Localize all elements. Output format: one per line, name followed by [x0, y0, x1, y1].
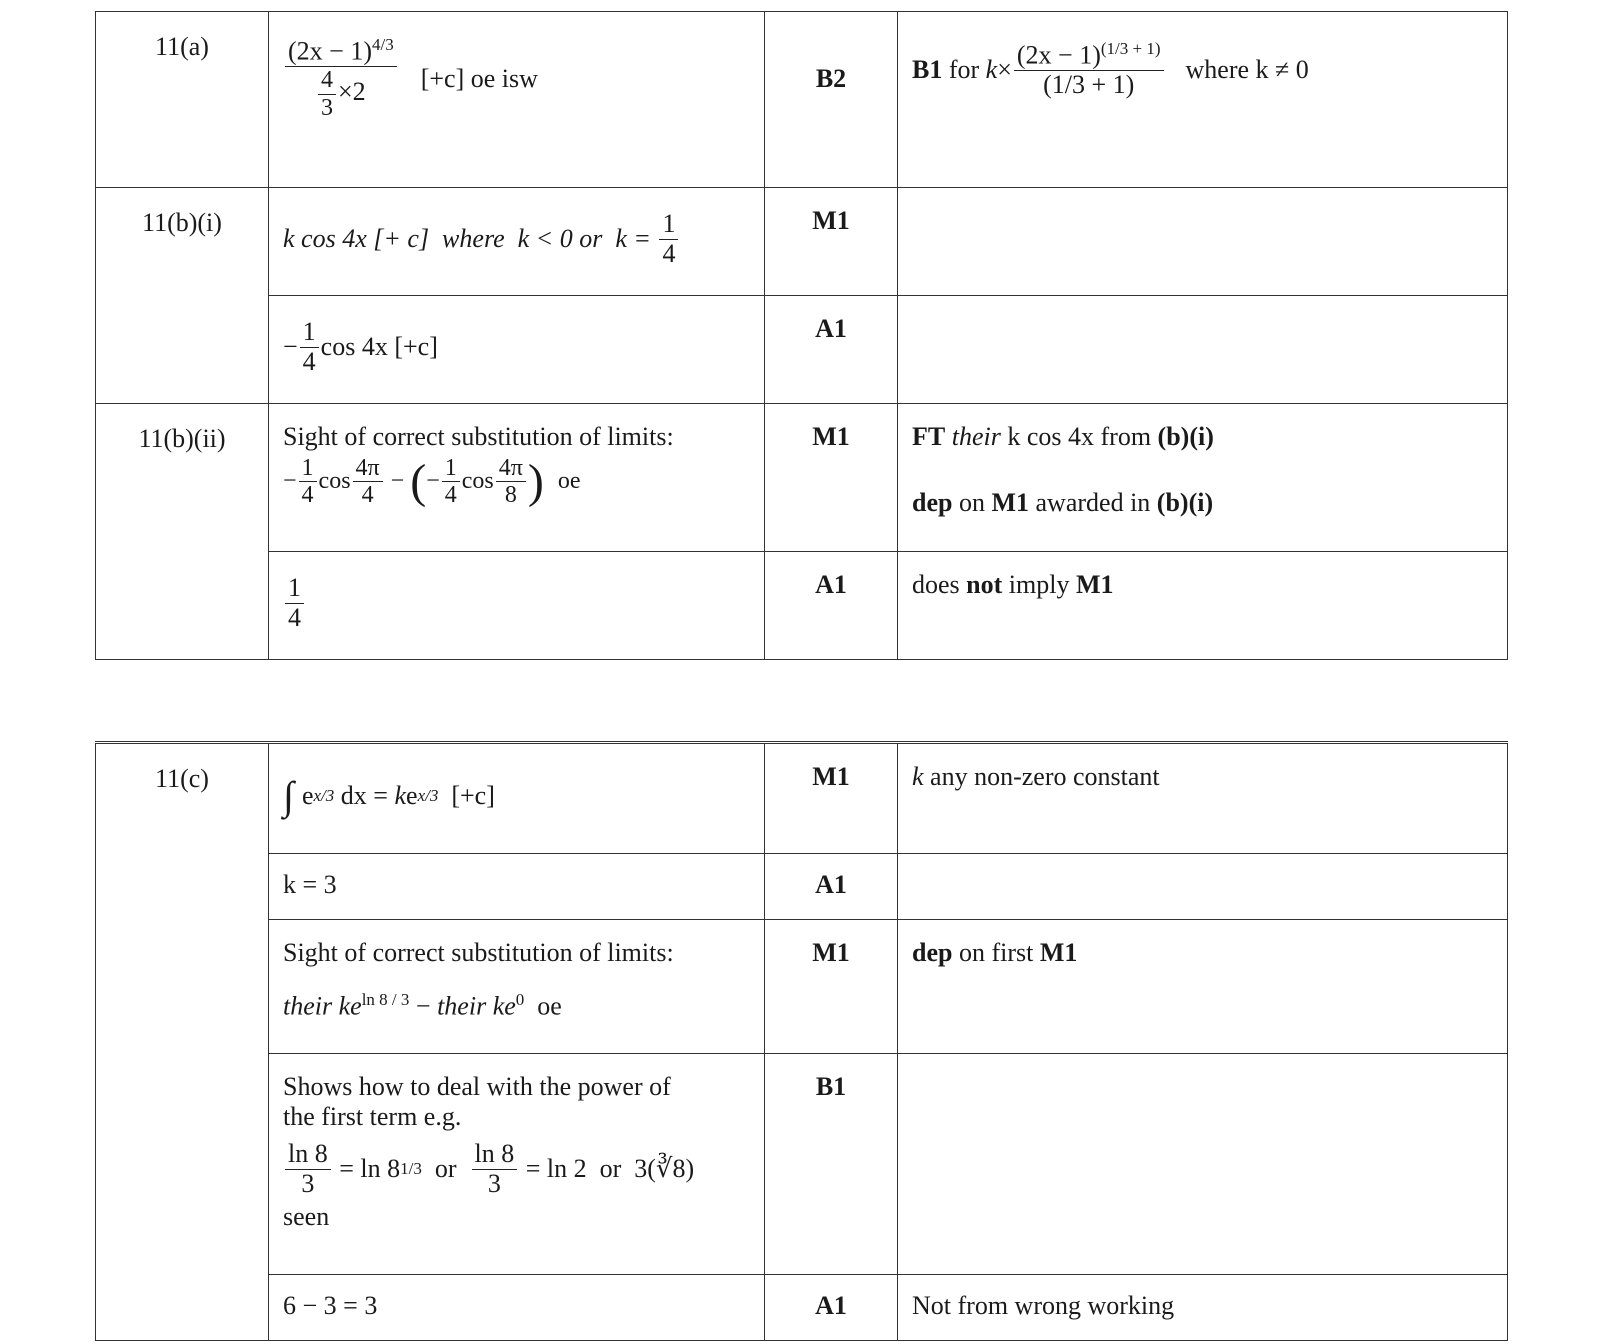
mark-scheme-table-1: [95, 11, 1508, 660]
guidance-ft: FT: [912, 422, 946, 451]
guidance-tail: where k ≠ 0: [1185, 54, 1309, 84]
minus: −: [390, 468, 405, 494]
oe-text: oe: [524, 991, 562, 1021]
answer-cell: [269, 552, 765, 660]
answer-line-2: [283, 454, 750, 509]
minus: −: [409, 991, 438, 1021]
guidance-cell: [898, 404, 1508, 552]
exponent: 0: [515, 990, 525, 1009]
mark-code: B2: [765, 12, 898, 188]
answer-cell: [269, 296, 765, 404]
fraction-denominator: 4: [361, 482, 374, 508]
mark-code: M1: [765, 404, 898, 552]
guidance-numerator-exponent: (1/3 + 1): [1100, 39, 1161, 58]
or-text: or: [421, 1154, 470, 1184]
answer-fraction: [659, 210, 678, 268]
answer-line-4: seen: [283, 1202, 330, 1232]
fraction-denominator: 4: [301, 482, 314, 508]
guidance-their: their: [951, 422, 1001, 451]
question-number: 11(a): [96, 12, 269, 188]
guidance-numerator: (2x − 1): [1016, 40, 1101, 70]
e-symbol: e: [406, 780, 418, 810]
oe-text: oe: [557, 468, 581, 494]
guidance-fraction: [1014, 40, 1164, 100]
denominator-frac-den: 3: [321, 94, 334, 121]
question-number: 11(c): [96, 743, 269, 1341]
fraction-numerator: 1: [659, 210, 678, 240]
table-row-11c-a2: [96, 1275, 1508, 1341]
answer-line-3: [283, 1140, 750, 1198]
equation-text: = ln 2 or 3(∛8): [519, 1154, 695, 1184]
fraction-numerator: 4π: [353, 455, 383, 482]
guidance-text: awarded in: [1029, 488, 1157, 517]
cos-text: cos: [461, 468, 494, 494]
guidance-cell: Not from wrong working: [898, 1275, 1508, 1341]
guidance-line-2: [912, 488, 1493, 518]
exponent: x/3: [417, 785, 439, 805]
equation-text: = ln 8: [332, 1154, 401, 1184]
table-row-11c-a1: [96, 854, 1508, 920]
answer-fraction: [285, 36, 397, 121]
guidance-cell: [898, 854, 1508, 920]
fraction-numerator: ln 8: [472, 1140, 518, 1170]
guidance-cell: [898, 743, 1508, 854]
answer-cell: [269, 920, 765, 1054]
answer-cell: k = 3: [269, 854, 765, 920]
table-row-11a: [96, 12, 1508, 188]
answer-text: cos 4x [+c]: [320, 332, 438, 362]
ke-text: ke: [486, 991, 516, 1021]
guidance-ref: (b)(i): [1156, 488, 1214, 517]
guidance-text: does: [912, 570, 967, 599]
ke-text: ke: [332, 991, 362, 1021]
fraction-numerator: 1: [285, 574, 304, 604]
guidance-ref: (b)(i): [1157, 422, 1214, 451]
answer-cell: [269, 1054, 765, 1275]
answer-cell: [269, 743, 765, 854]
guidance-cell: [898, 188, 1508, 296]
answer-line-2: [283, 990, 750, 1022]
table-row-11bii-m1: [96, 404, 1508, 552]
answer-sign: −: [283, 332, 298, 362]
guidance-mark-ref: M1: [1039, 938, 1078, 967]
fraction-numerator: 4π: [496, 455, 526, 482]
guidance-cell: [898, 552, 1508, 660]
table-row-11bi-m1: [96, 188, 1508, 296]
mark-code: M1: [765, 920, 898, 1054]
guidance-text: on first: [952, 938, 1040, 967]
answer-fraction: [285, 574, 304, 632]
mark-scheme-table-2: [95, 741, 1508, 1341]
mark-code: A1: [765, 552, 898, 660]
guidance-text: for: [942, 54, 986, 84]
guidance-times: ×: [997, 54, 1012, 84]
fraction-numerator: ln 8: [285, 1140, 331, 1170]
question-number: 11(b)(ii): [96, 404, 269, 660]
guidance-dep: dep: [912, 938, 953, 967]
their-text: their: [437, 991, 487, 1021]
open-paren: (: [410, 455, 427, 508]
table-row-11bi-a1: [96, 296, 1508, 404]
question-number: 11(b)(i): [96, 188, 269, 404]
denominator-tail: ×2: [338, 77, 366, 107]
answer-text: k cos 4x [+ c] where k < 0 or k =: [283, 224, 658, 254]
e-symbol: e: [301, 780, 314, 810]
answer-fraction: [300, 318, 319, 376]
answer-cell: 6 − 3 = 3: [269, 1275, 765, 1341]
guidance-mark-ref: B1: [912, 54, 943, 84]
guidance-cell: [898, 1054, 1508, 1275]
cos-text: cos: [318, 468, 351, 494]
close-paren: ): [527, 455, 544, 508]
sign: −: [426, 468, 440, 494]
exponent: 1/3: [400, 1159, 422, 1179]
guidance-cell: [898, 296, 1508, 404]
answer-cell: [269, 12, 765, 188]
fraction-denominator: 3: [301, 1168, 315, 1198]
answer-cell: [269, 404, 765, 552]
guidance-text: k cos 4x from: [1000, 422, 1158, 451]
exponent: ln 8 / 3: [361, 990, 410, 1009]
table-row-11c-m2: [96, 920, 1508, 1054]
fraction-denominator: 3: [487, 1168, 501, 1198]
guidance-not: not: [966, 570, 1003, 599]
fraction-denominator: 4: [444, 482, 457, 508]
fraction-denominator: 4: [288, 602, 301, 632]
answer-cell: [269, 188, 765, 296]
fraction-denominator: 4: [662, 238, 676, 268]
guidance-line-1: [912, 422, 1493, 452]
guidance-mark-ref: M1: [991, 488, 1030, 517]
sign: −: [283, 468, 297, 494]
answer-k: k: [394, 780, 407, 810]
guidance-denominator: (1/3 + 1): [1043, 70, 1135, 100]
fraction-denominator: 4: [302, 346, 316, 376]
numerator-exponent: 4/3: [371, 35, 394, 54]
guidance-k: k: [912, 762, 924, 791]
answer-line-2: the first term e.g.: [283, 1102, 462, 1131]
integral-sign: ∫: [283, 773, 294, 818]
mark-code: M1: [765, 188, 898, 296]
fraction-numerator: (2x − 1): [288, 36, 372, 66]
answer-text: dx =: [334, 780, 395, 810]
table-row-11c-b1: [96, 1054, 1508, 1275]
guidance-text: on: [952, 488, 992, 517]
answer-tail: [+c]: [438, 780, 495, 810]
mark-code: A1: [765, 296, 898, 404]
exponent: x/3: [313, 785, 335, 805]
answer-extra: [+c] oe isw: [420, 63, 538, 93]
guidance-k: k: [985, 54, 998, 84]
guidance-text: imply: [1002, 570, 1076, 599]
guidance-text: any non-zero constant: [923, 762, 1160, 791]
mark-code: B1: [765, 1054, 898, 1275]
mark-code: A1: [765, 1275, 898, 1341]
answer-line-1: Sight of correct substitution of limits:: [283, 422, 674, 451]
fraction-numerator: 1: [300, 318, 319, 348]
denominator-frac-num: 4: [318, 67, 336, 94]
guidance-dep: dep: [912, 488, 953, 517]
their-text: their: [283, 991, 333, 1021]
mark-code: A1: [765, 854, 898, 920]
answer-line-1: Sight of correct substitution of limits:: [283, 938, 674, 967]
guidance-cell: [898, 920, 1508, 1054]
table-row-11c-m1: [96, 743, 1508, 854]
mark-code: M1: [765, 743, 898, 854]
guidance-mark-ref: M1: [1075, 570, 1114, 599]
answer-line-1: Shows how to deal with the power of: [283, 1072, 671, 1101]
fraction-numerator: 1: [442, 455, 460, 482]
table-row-11bii-a1: [96, 552, 1508, 660]
guidance-cell: [898, 12, 1508, 188]
fraction-numerator: 1: [299, 455, 317, 482]
fraction-denominator: 8: [504, 482, 517, 508]
